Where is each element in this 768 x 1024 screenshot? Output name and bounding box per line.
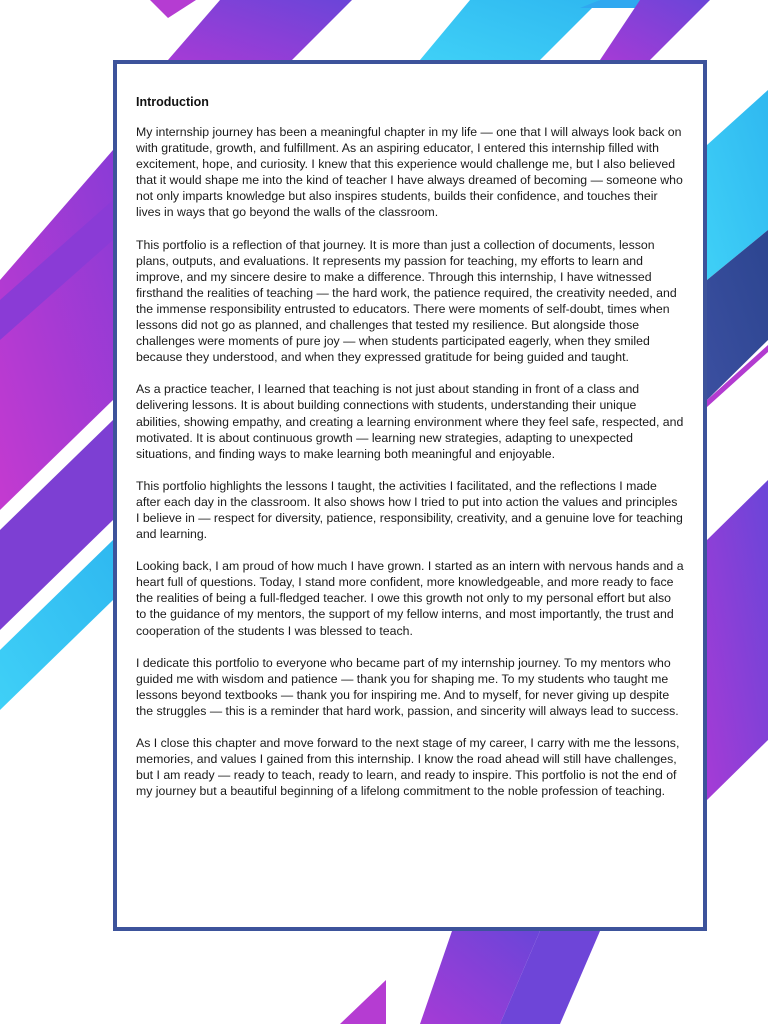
bg-stripe xyxy=(168,0,352,60)
bg-stripe xyxy=(600,0,710,60)
paragraph-6: I dedicate this portfolio to everyone who became part of my internship journey. To my mentors who guided me with wisdom and patience — thank you for shaping me. To my students who taught me lessons beyond textbooks — thank you for inspiring me. And to myself, for never giving up despite the struggles — this is a reminder that hard work, passion, and sincerity will always lead to success. xyxy=(136,655,679,718)
paragraph-1: My internship journey has been a meaningful chapter in my life — one that I will always look back on with gratitude, growth, and fulfillment. As an aspiring educator, I entered this internship filled with excitement, hope, and curiosity. I knew that this experience would challenge me, but I also believed that it would shape me into the kind of teacher I have always dreamed of becoming — someone who not only imparts knowledge but also inspires students, builds their confidence, and touches their lives in ways that go beyond the walls of the classroom. xyxy=(136,125,683,220)
paragraph-3: As a practice teacher, I learned that teaching is not just about standing in front of a class and delivering lessons. It is about building connections with students, understanding their unique abilities, showing empathy, and creating a learning environment where they feel safe, respected, and motivated. It is about continuous growth — learning new strategies, adapting to unexpected situations, and finding ways to make learning both meaningful and enjoyable. xyxy=(136,382,684,461)
bg-stripe xyxy=(340,980,386,1024)
bg-stripe xyxy=(707,480,768,800)
document-page xyxy=(113,60,707,931)
paragraph-2: This portfolio is a reflection of that journey. It is more than just a collection of documents, lesson plans, outputs, and evaluations. It represents my passion for teaching, my efforts to learn and improve, and my sincere desire to make a difference. Through this internship, I have witnessed firsthand the realities of teaching — the hard work, the patience required, the creativity needed, and the immense responsibility entrusted to educators. There were moments of self-doubt, times when lessons did not go as planned, and challenges that tested my resilience. But alongside those challenges were moments of pure joy — when students participated eagerly, when they smiled because they understood, and when they expressed gratitude for being guided and taught. xyxy=(136,237,677,365)
bg-stripe xyxy=(150,0,196,18)
paragraph-7: As I close this chapter and move forward to the next stage of my career, I carry with me the lessons, memories, and values I gained from this internship. I know the road ahead will still have challenges, but I am ready — ready to teach, ready to learn, and ready to inspire. This portfolio is not the end of my journey but a beautiful beginning of a lifelong commitment to the noble profession of teaching. xyxy=(136,736,680,799)
bg-stripe xyxy=(420,0,600,60)
paragraph-4: This portfolio highlights the lessons I taught, the activities I facilitated, and the reflections I made after each day in the classroom. It also shows how I tried to put into action the values and principles I believe in — respect for diversity, patience, responsibility, creativity, and a genuine love for teaching and learning. xyxy=(136,478,683,542)
document-heading: Introduction xyxy=(136,95,209,109)
paragraph-5: Looking back, I am proud of how much I have grown. I started as an intern with nervous hands and a heart full of questions. Today, I stand more confident, more knowledgeable, and more ready to face the realities of being a full-fledged teacher. I owe this growth not only to my personal effort but also to the guidance of my mentors, the support of my fellow interns, and most importantly, the trust and cooperation of the students I was blessed to teach. xyxy=(136,559,684,638)
